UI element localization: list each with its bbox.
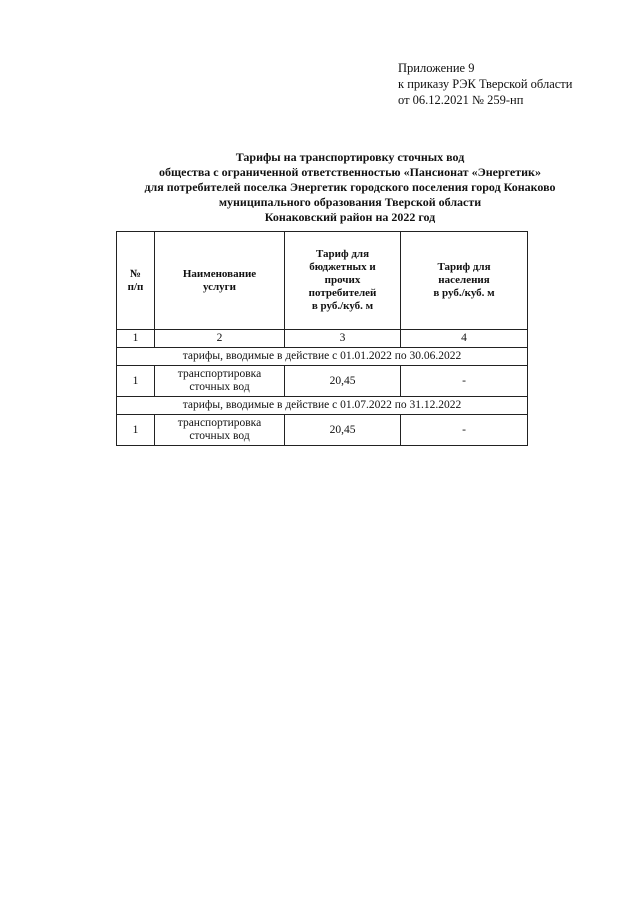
row-budget-tariff: 20,45 <box>285 415 401 446</box>
column-number: 4 <box>401 330 528 348</box>
column-number: 2 <box>155 330 285 348</box>
tariff-table <box>116 231 528 446</box>
title-line-2: общества с ограниченной ответственностью «Пансионат «Энергетик» <box>159 165 541 179</box>
header-population-tariff: Тариф для населения в руб./куб. м <box>401 232 528 330</box>
column-number: 1 <box>117 330 155 348</box>
header-number: № п/п <box>117 232 155 330</box>
title-line-1: Тарифы на транспортировку сточных вод <box>235 150 465 164</box>
header-budget-tariff: Тариф для бюджетных и прочих потребителей в руб./куб. м <box>285 232 401 330</box>
title-line-5: Конаковский район на 2022 год <box>264 210 436 224</box>
title-line-3: для потребителей поселка Энергетик городского поселения город Конаково <box>144 180 556 194</box>
row-budget-tariff: 20,45 <box>285 366 401 397</box>
document-title <box>100 150 600 225</box>
row-population-tariff: - <box>401 415 528 446</box>
table-row <box>117 366 528 397</box>
annex-reference <box>398 60 572 108</box>
annex-line-3: от 06.12.2021 № 259-нп <box>398 93 524 107</box>
period-label: тарифы, вводимые в действие с 01.07.2022 по 31.12.2022 <box>117 397 528 415</box>
table-header-row <box>117 232 528 330</box>
header-service-name: Наименование услуги <box>155 232 285 330</box>
table-row <box>117 415 528 446</box>
row-population-tariff: - <box>401 366 528 397</box>
period-row-1 <box>117 348 528 366</box>
period-row-2 <box>117 397 528 415</box>
annex-line-1: Приложение 9 <box>398 61 475 75</box>
row-service: транспортировка сточных вод <box>155 366 285 397</box>
row-service: транспортировка сточных вод <box>155 415 285 446</box>
title-line-4: муниципального образования Тверской области <box>218 195 482 209</box>
period-label: тарифы, вводимые в действие с 01.01.2022 по 30.06.2022 <box>117 348 528 366</box>
column-number-row <box>117 330 528 348</box>
annex-line-2: к приказу РЭК Тверской области <box>398 77 573 91</box>
column-number: 3 <box>285 330 401 348</box>
row-number: 1 <box>117 366 155 397</box>
row-number: 1 <box>117 415 155 446</box>
